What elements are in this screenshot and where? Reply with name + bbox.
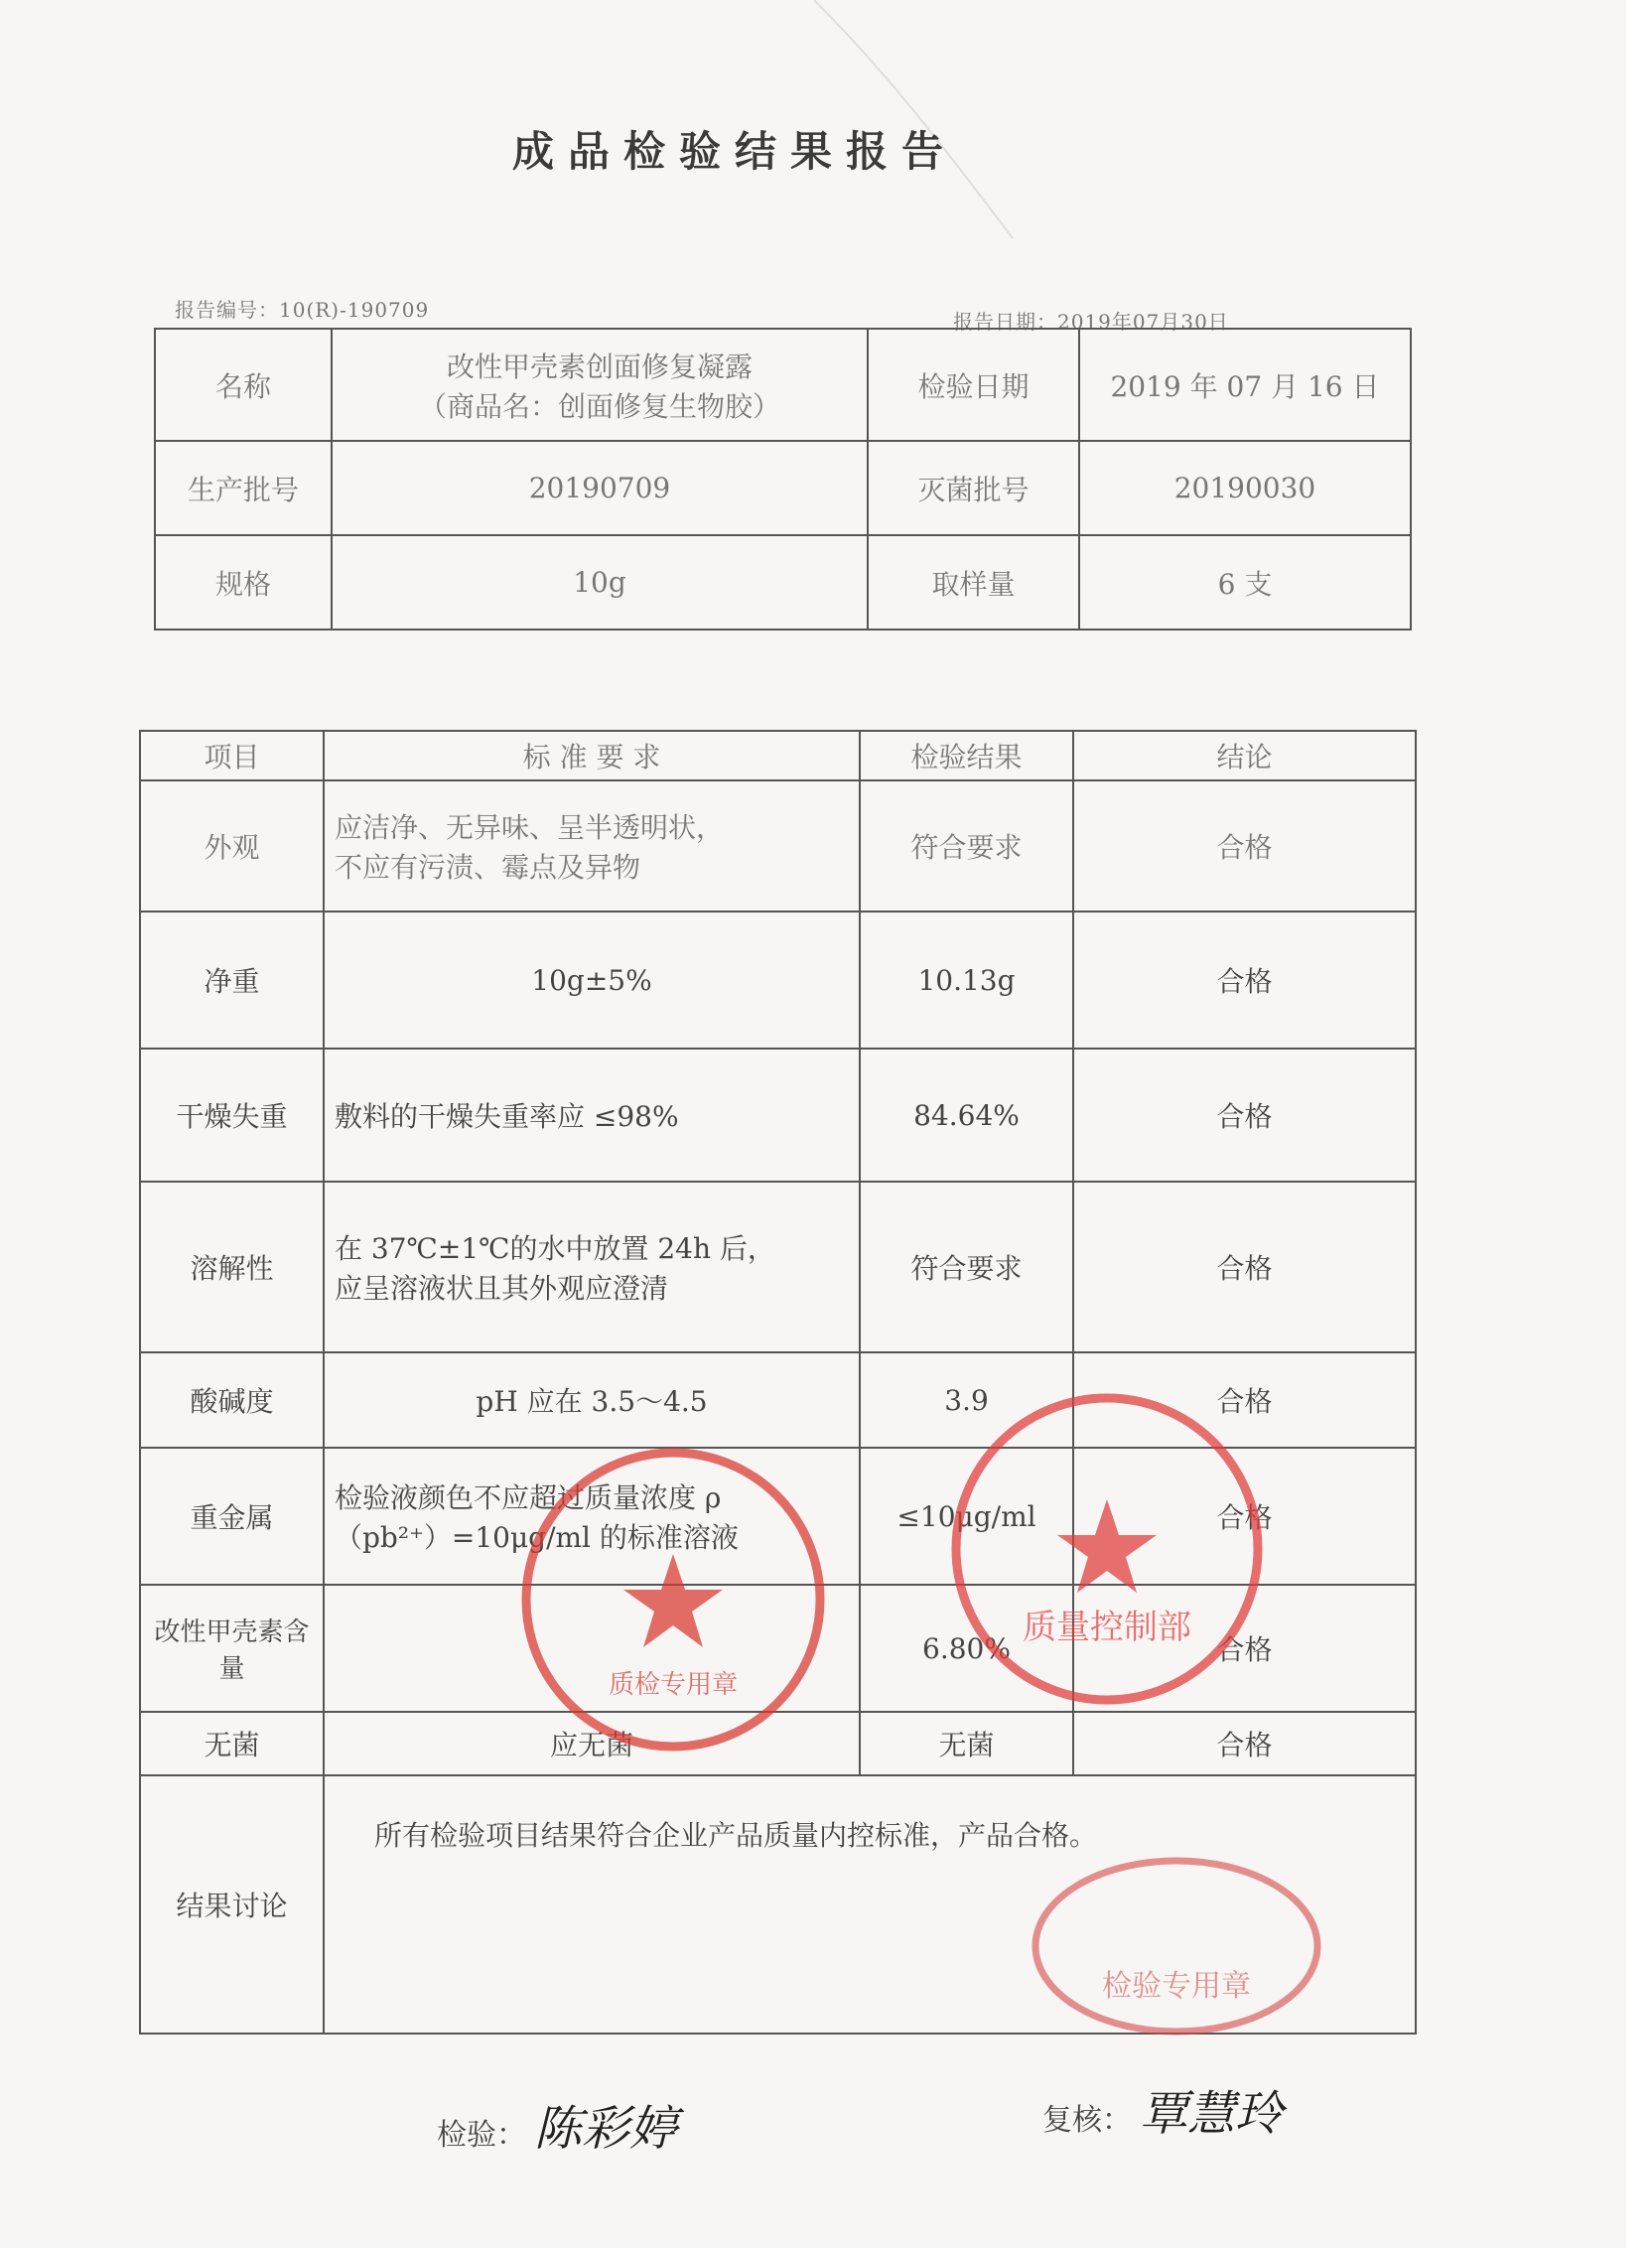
standard-line-1: 应洁净、无异味、呈半透明状， <box>335 811 725 844</box>
batch-label: 生产批号 <box>155 441 332 535</box>
document-title: 成品检验结果报告 <box>511 127 957 176</box>
row-item: 外观 <box>140 780 324 912</box>
row-item: 干燥失重 <box>140 1049 324 1182</box>
inspector-signature <box>437 2090 677 2159</box>
sample-label: 取样量 <box>868 535 1079 630</box>
spec-value: 10g <box>332 535 868 630</box>
report-date-label: 报告日期： <box>953 310 1057 334</box>
reviewer-label: 复核： <box>1042 2103 1132 2138</box>
discussion-label: 结果讨论 <box>140 1775 324 2034</box>
name-line-1: 改性甲壳素创面修复凝露 <box>446 350 753 383</box>
header-result: 检验结果 <box>860 731 1073 780</box>
name-label: 名称 <box>155 329 332 441</box>
report-number-value: 10(R)-190709 <box>279 298 430 322</box>
row-result: 符合要求 <box>860 1182 1073 1352</box>
inspector-name: 陈彩婷 <box>534 2101 678 2157</box>
reviewer-signature <box>1042 2075 1283 2144</box>
spec-label: 规格 <box>155 535 332 630</box>
row-item: 溶解性 <box>140 1182 324 1352</box>
svg-text:检验专用章: 检验专用章 <box>1102 1969 1251 2004</box>
row-result: 3.9 <box>860 1352 1073 1448</box>
row-standard: 10g±5% <box>324 912 860 1049</box>
row-standard <box>324 1182 860 1352</box>
sample-value: 6 支 <box>1079 535 1411 630</box>
row-standard: 敷料的干燥失重率应 ≤98% <box>324 1049 860 1182</box>
standard-line-2: （pb²⁺）=10μg/ml 的标准溶液 <box>335 1521 739 1554</box>
info-table <box>154 328 1412 631</box>
header-conclusion: 结论 <box>1073 731 1416 780</box>
row-result: 无菌 <box>860 1712 1073 1775</box>
row-conclusion: 合格 <box>1073 1712 1416 1775</box>
row-conclusion: 合格 <box>1073 1585 1416 1712</box>
inspection-stamp <box>1028 1852 1325 2040</box>
row-conclusion: 合格 <box>1073 780 1416 912</box>
report-number-label: 报告编号： <box>175 298 279 322</box>
row-item: 重金属 <box>140 1448 324 1585</box>
row-item: 改性甲壳素含量 <box>140 1585 324 1712</box>
row-conclusion: 合格 <box>1073 1049 1416 1182</box>
report-date-value: 2019年07月30日 <box>1057 310 1229 334</box>
row-conclusion: 合格 <box>1073 912 1416 1049</box>
name-value <box>332 329 868 441</box>
standard-line-1: 检验液颜色不应超过质量浓度 ρ <box>335 1481 722 1514</box>
row-result: 符合要求 <box>860 780 1073 912</box>
row-result: ≤10μg/ml <box>860 1448 1073 1585</box>
inspector-label: 检验： <box>437 2118 526 2153</box>
row-standard: 应无菌 <box>324 1712 860 1775</box>
row-result: 6.80% <box>860 1585 1073 1712</box>
row-conclusion: 合格 <box>1073 1352 1416 1448</box>
row-conclusion: 合格 <box>1073 1182 1416 1352</box>
report-number <box>175 294 429 323</box>
name-line-2: （商品名：创面修复生物胶） <box>418 389 780 423</box>
svg-text:质量控制部: 质量控制部 <box>1023 1608 1191 1647</box>
sterile-batch-label: 灭菌批号 <box>868 441 1079 535</box>
discussion-text: 所有检验项目结果符合企业产品质量内控标准，产品合格。 <box>324 1775 1416 2034</box>
row-item: 酸碱度 <box>140 1352 324 1448</box>
standard-line-1: 在 37℃±1℃的水中放置 24h 后， <box>335 1232 775 1265</box>
sterile-batch-value: 20190030 <box>1079 441 1411 535</box>
quality-stamp-left <box>518 1445 828 1755</box>
row-standard: pH 应在 3.5～4.5 <box>324 1352 860 1448</box>
standard-line-2: 应呈溶液状且其外观应澄清 <box>335 1272 669 1305</box>
results-table <box>139 730 1417 2035</box>
row-item: 净重 <box>140 912 324 1049</box>
row-item: 无菌 <box>140 1712 324 1775</box>
test-date-label: 检验日期 <box>868 329 1079 441</box>
row-conclusion: 合格 <box>1073 1448 1416 1585</box>
row-result: 10.13g <box>860 912 1073 1049</box>
row-standard <box>324 780 860 912</box>
test-date-value: 2019 年 07 月 16 日 <box>1079 329 1411 441</box>
row-result: 84.64% <box>860 1049 1073 1182</box>
paper-edge <box>1626 0 1652 2248</box>
header-standard: 标 准 要 求 <box>324 731 860 780</box>
quality-stamp-right <box>948 1390 1266 1708</box>
reviewer-name: 覃慧玲 <box>1140 2086 1284 2142</box>
standard-line-2: 不应有污渍、霉点及异物 <box>335 851 641 884</box>
svg-text:质检专用章: 质检专用章 <box>608 1670 739 1700</box>
batch-value: 20190709 <box>332 441 868 535</box>
header-item: 项目 <box>140 731 324 780</box>
